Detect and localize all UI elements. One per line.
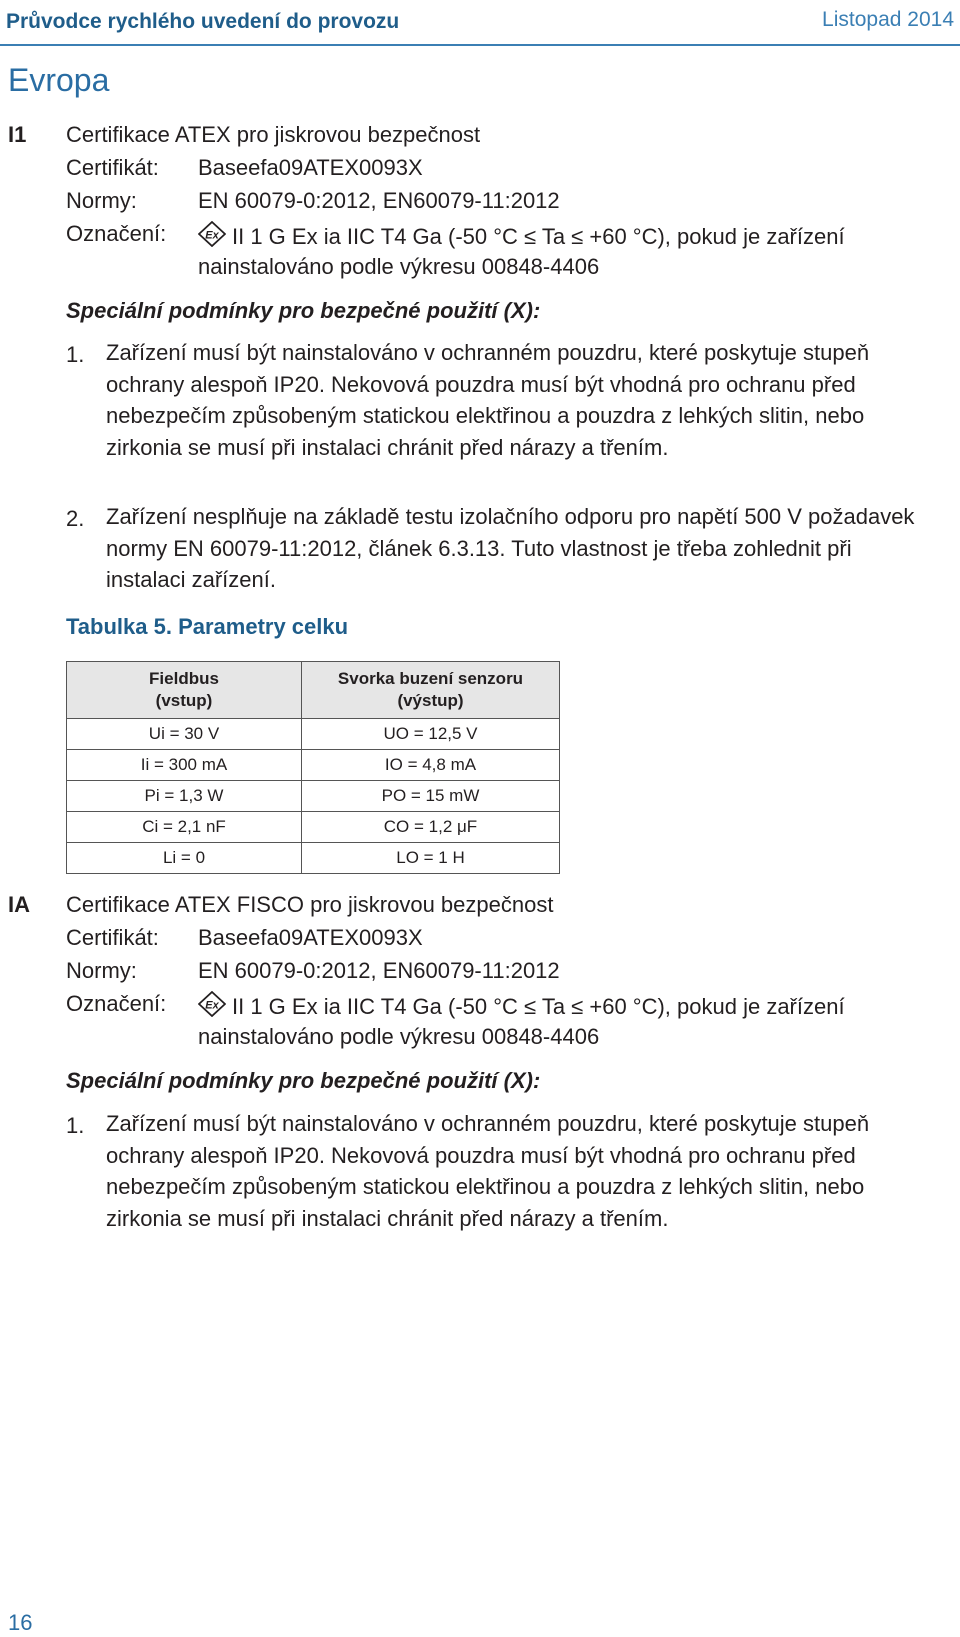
- table-row: [67, 843, 560, 874]
- table-cell: CO = 1,2 μF: [302, 812, 560, 843]
- header-text: Fieldbus: [149, 669, 219, 688]
- header-text: Svorka buzení senzoru: [337, 669, 524, 688]
- special-conditions-heading: Speciální podmínky pro bezpečné použití (X):: [66, 298, 541, 323]
- marking-label: Označení:: [66, 221, 167, 246]
- header-text: (vstup): [155, 691, 213, 710]
- column-header-fieldbus: [67, 662, 302, 719]
- norms-value: EN 60079-0:2012, EN60079-11:2012: [198, 188, 560, 213]
- norms-label: Normy:: [66, 958, 137, 983]
- condition-text: Zařízení musí být nainstalováno v ochranném pouzdru, které poskytuje stupeň ochrany alespoň IP20. Nekovová pouzdra musí být vhodná pro ochranu před nebezpečím způsobeným statickou elektřinou a pouzdra z lehkých slitin, nebo zirkonia se musí při instalaci chránit před nárazy a třením.: [106, 340, 870, 460]
- header-text: (výstup): [397, 691, 464, 710]
- document-title: Průvodce rychlého uvedení do provozu: [6, 10, 400, 33]
- header-rule: [0, 44, 960, 46]
- condition-text: Zařízení musí být nainstalováno v ochranném pouzdru, které poskytuje stupeň ochrany alespoň IP20. Nekovová pouzdra musí být vhodná pro ochranu před nebezpečím způsobeným statickou elektřinou a pouzdra z lehkých slitin, nebo zirkonia se musí při instalaci chránit před nárazy a třením.: [106, 1111, 870, 1231]
- special-conditions-heading: Speciální podmínky pro bezpečné použití (X):: [66, 1068, 541, 1093]
- certificate-value: Baseefa09ATEX0093X: [198, 155, 423, 180]
- condition-number: 2.: [66, 506, 85, 531]
- marking-line-1: II 1 G Ex ia IIC T4 Ga (-50 °C ≤ Ta ≤ +60 °C), pokud je zařízení: [232, 994, 845, 1019]
- parameters-table: [66, 661, 560, 874]
- certificate-label: Certifikát:: [66, 155, 159, 180]
- condition-number: 1.: [66, 1113, 85, 1138]
- condition-text: Zařízení nesplňuje na základě testu izolačního odporu pro napětí 500 V požadavek normy EN 60079-11:2012, článek 6.3.13. Tuto vlastnost je třeba zohlednit při instalaci zařízení.: [106, 504, 915, 592]
- section-tag: I1: [8, 122, 27, 147]
- table-row: [67, 719, 560, 750]
- table-cell: Ui = 30 V: [67, 719, 302, 750]
- section-title: Certifikace ATEX FISCO pro jiskrovou bezpečnost: [66, 892, 554, 917]
- table-cell: IO = 4,8 mA: [302, 750, 560, 781]
- marking-value: [198, 991, 845, 1020]
- marking-line-2: nainstalováno podle výkresu 00848-4406: [198, 254, 600, 279]
- table-cell: Ci = 2,1 nF: [67, 812, 302, 843]
- table-title: Tabulka 5. Parametry celku: [66, 614, 349, 639]
- column-header-sensor-excitation: [302, 662, 560, 719]
- table-row: [67, 750, 560, 781]
- marking-line-2: nainstalováno podle výkresu 00848-4406: [198, 1024, 600, 1049]
- section-title: Certifikace ATEX pro jiskrovou bezpečnost: [66, 122, 481, 147]
- certificate-value: Baseefa09ATEX0093X: [198, 925, 423, 950]
- svg-text:Ex: Ex: [205, 999, 219, 1012]
- table-row: [67, 781, 560, 812]
- document-date: Listopad 2014: [822, 8, 954, 31]
- table-cell: PO = 15 mW: [302, 781, 560, 812]
- condition-number: 1.: [66, 342, 85, 367]
- table-header-row: [67, 662, 560, 719]
- marking-label: Označení:: [66, 991, 167, 1016]
- page-number: 16: [8, 1610, 33, 1635]
- page-header: [0, 0, 960, 46]
- norms-value: EN 60079-0:2012, EN60079-11:2012: [198, 958, 560, 983]
- norms-label: Normy:: [66, 188, 137, 213]
- table-cell: UO = 12,5 V: [302, 719, 560, 750]
- table-row: [67, 812, 560, 843]
- marking-line-1: II 1 G Ex ia IIC T4 Ga (-50 °C ≤ Ta ≤ +60 °C), pokud je zařízení: [232, 224, 845, 249]
- table-cell: LO = 1 H: [302, 843, 560, 874]
- marking-value: [198, 221, 845, 250]
- svg-text:Ex: Ex: [205, 229, 219, 242]
- table-cell: Li = 0: [67, 843, 302, 874]
- region-heading: Evropa: [8, 62, 110, 98]
- certificate-label: Certifikát:: [66, 925, 159, 950]
- table-cell: Ii = 300 mA: [67, 750, 302, 781]
- section-tag: IA: [8, 892, 30, 917]
- ex-explosion-protection-icon: [198, 221, 226, 247]
- table-cell: Pi = 1,3 W: [67, 781, 302, 812]
- ex-explosion-protection-icon: [198, 991, 226, 1017]
